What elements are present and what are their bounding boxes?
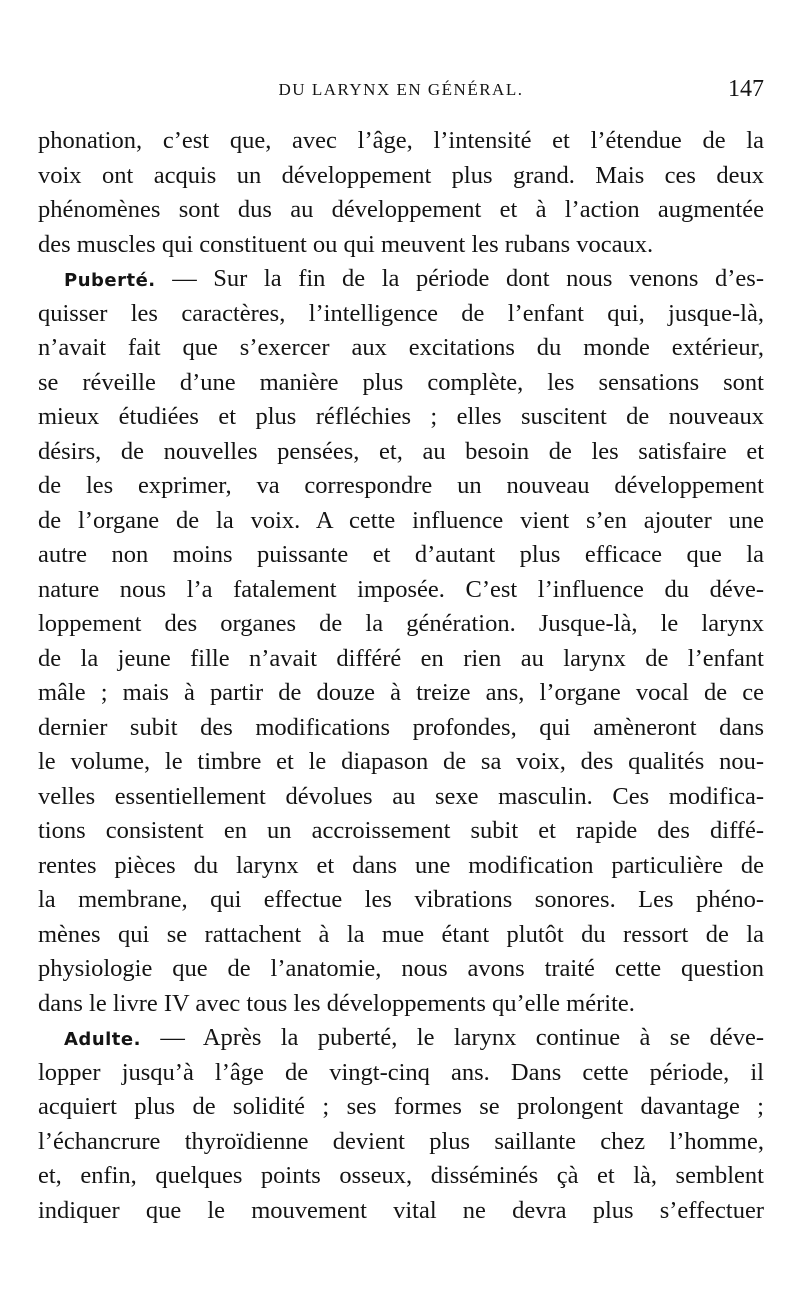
running-title: DU LARYNX EN GÉNÉRAL.	[278, 80, 524, 99]
line-text: le volume, le timbre et le diapason de sa voix, des qualités nou-	[38, 748, 764, 775]
line-text: rentes pièces du larynx et dans une modification particulière de	[38, 851, 764, 879]
line-text: phonation, c’est que, avec l’âge, l’intensité et l’étendue de la	[38, 127, 764, 154]
paragraph	[38, 124, 764, 262]
text-line	[38, 814, 764, 849]
line-text: autre non moins puissante et d’autant plus efficace que la	[38, 541, 764, 568]
text-line	[38, 1125, 764, 1160]
line-text: désirs, de nouvelles pensées, et, au besoin de les satisfaire et	[38, 437, 764, 465]
line-text: se réveille d’une manière plus complète, les sensations sont	[38, 368, 764, 396]
line-text: voix ont acquis un développement plus grand. Mais ces deux	[38, 161, 764, 189]
text-line	[38, 124, 764, 159]
line-text: dernier subit des modifications profondes, qui amèneront dans	[38, 713, 764, 741]
section-heading: Adulte.	[64, 1029, 141, 1050]
text-line	[38, 504, 764, 539]
line-text: tions consistent en un accroissement subit et rapide des diffé-	[38, 817, 764, 844]
line-text: de l’organe de la voix. A cette influence vient s’en ajouter une	[38, 506, 764, 534]
text-line	[38, 1056, 764, 1091]
line-text: mènes qui se rattachent à la mue étant plutôt du ressort de la	[38, 920, 764, 948]
paragraph	[38, 1021, 764, 1228]
text-line	[38, 918, 764, 953]
text-line	[38, 952, 764, 987]
running-head	[38, 76, 764, 106]
line-text: velles essentiellement dévolues au sexe masculin. Ces modifica-	[38, 782, 764, 810]
line-text: dans le livre IV avec tous les développements qu’elle mérite.	[38, 989, 635, 1017]
text-line	[38, 745, 764, 780]
text-line	[38, 676, 764, 711]
section-heading: Puberté.	[64, 270, 156, 291]
paragraph	[38, 262, 764, 1021]
line-text: physiologie que de l’anatomie, nous avons traité cette question	[38, 955, 764, 982]
text-line	[38, 711, 764, 746]
line-text: quisser les caractères, l’intelligence de l’enfant qui, jusque-là,	[38, 299, 764, 327]
line-text: — Après la puberté, le larynx continue à se déve-	[140, 1024, 764, 1051]
line-text: la membrane, qui effectue les vibrations sonores. Les phéno-	[38, 886, 764, 913]
line-text: nature nous l’a fatalement imposée. C’est l’influence du déve-	[38, 575, 764, 603]
text-line	[38, 1021, 764, 1056]
text-line	[38, 262, 764, 297]
line-text: acquiert plus de solidité ; ses formes se prolongent davantage ;	[38, 1093, 764, 1120]
line-text: lopper jusqu’à l’âge de vingt-cinq ans. Dans cette période, il	[38, 1058, 764, 1086]
text-line	[38, 469, 764, 504]
text-line	[38, 607, 764, 642]
text-line	[38, 573, 764, 608]
text-line	[38, 642, 764, 677]
page-number: 147	[728, 76, 764, 102]
text-line	[38, 297, 764, 332]
text-line	[38, 987, 764, 1022]
body-text	[38, 124, 764, 1228]
text-line	[38, 538, 764, 573]
line-text: et, enfin, quelques points osseux, disséminés çà et là, semblent	[38, 1162, 764, 1189]
line-text: — Sur la fin de la période dont nous venons d’es-	[155, 265, 764, 292]
line-text: mâle ; mais à partir de douze à treize ans, l’organe vocal de ce	[38, 679, 764, 706]
text-line	[38, 193, 764, 228]
text-line	[38, 366, 764, 401]
line-text: indiquer que le mouvement vital ne devra plus s’effectuer	[38, 1196, 764, 1224]
line-text: de la jeune fille n’avait différé en rien au larynx de l’enfant	[38, 644, 764, 672]
line-text: phénomènes sont dus au développement et à l’action augmentée	[38, 196, 764, 223]
text-line	[38, 331, 764, 366]
text-line	[38, 780, 764, 815]
text-line	[38, 228, 764, 263]
line-text: de les exprimer, va correspondre un nouveau développement	[38, 472, 764, 499]
line-text: n’avait fait que s’exercer aux excitations du monde extérieur,	[38, 334, 764, 361]
text-line	[38, 1194, 764, 1229]
line-text: l’échancrure thyroïdienne devient plus saillante chez l’homme,	[38, 1127, 764, 1155]
text-line	[38, 849, 764, 884]
text-line	[38, 159, 764, 194]
text-line	[38, 883, 764, 918]
text-line	[38, 1159, 764, 1194]
text-line	[38, 435, 764, 470]
line-text: mieux étudiées et plus réfléchies ; elles suscitent de nouveaux	[38, 403, 764, 430]
line-text: loppement des organes de la génération. Jusque-là, le larynx	[38, 610, 764, 637]
text-line	[38, 1090, 764, 1125]
line-text: des muscles qui constituent ou qui meuvent les rubans vocaux.	[38, 230, 654, 258]
text-line	[38, 400, 764, 435]
